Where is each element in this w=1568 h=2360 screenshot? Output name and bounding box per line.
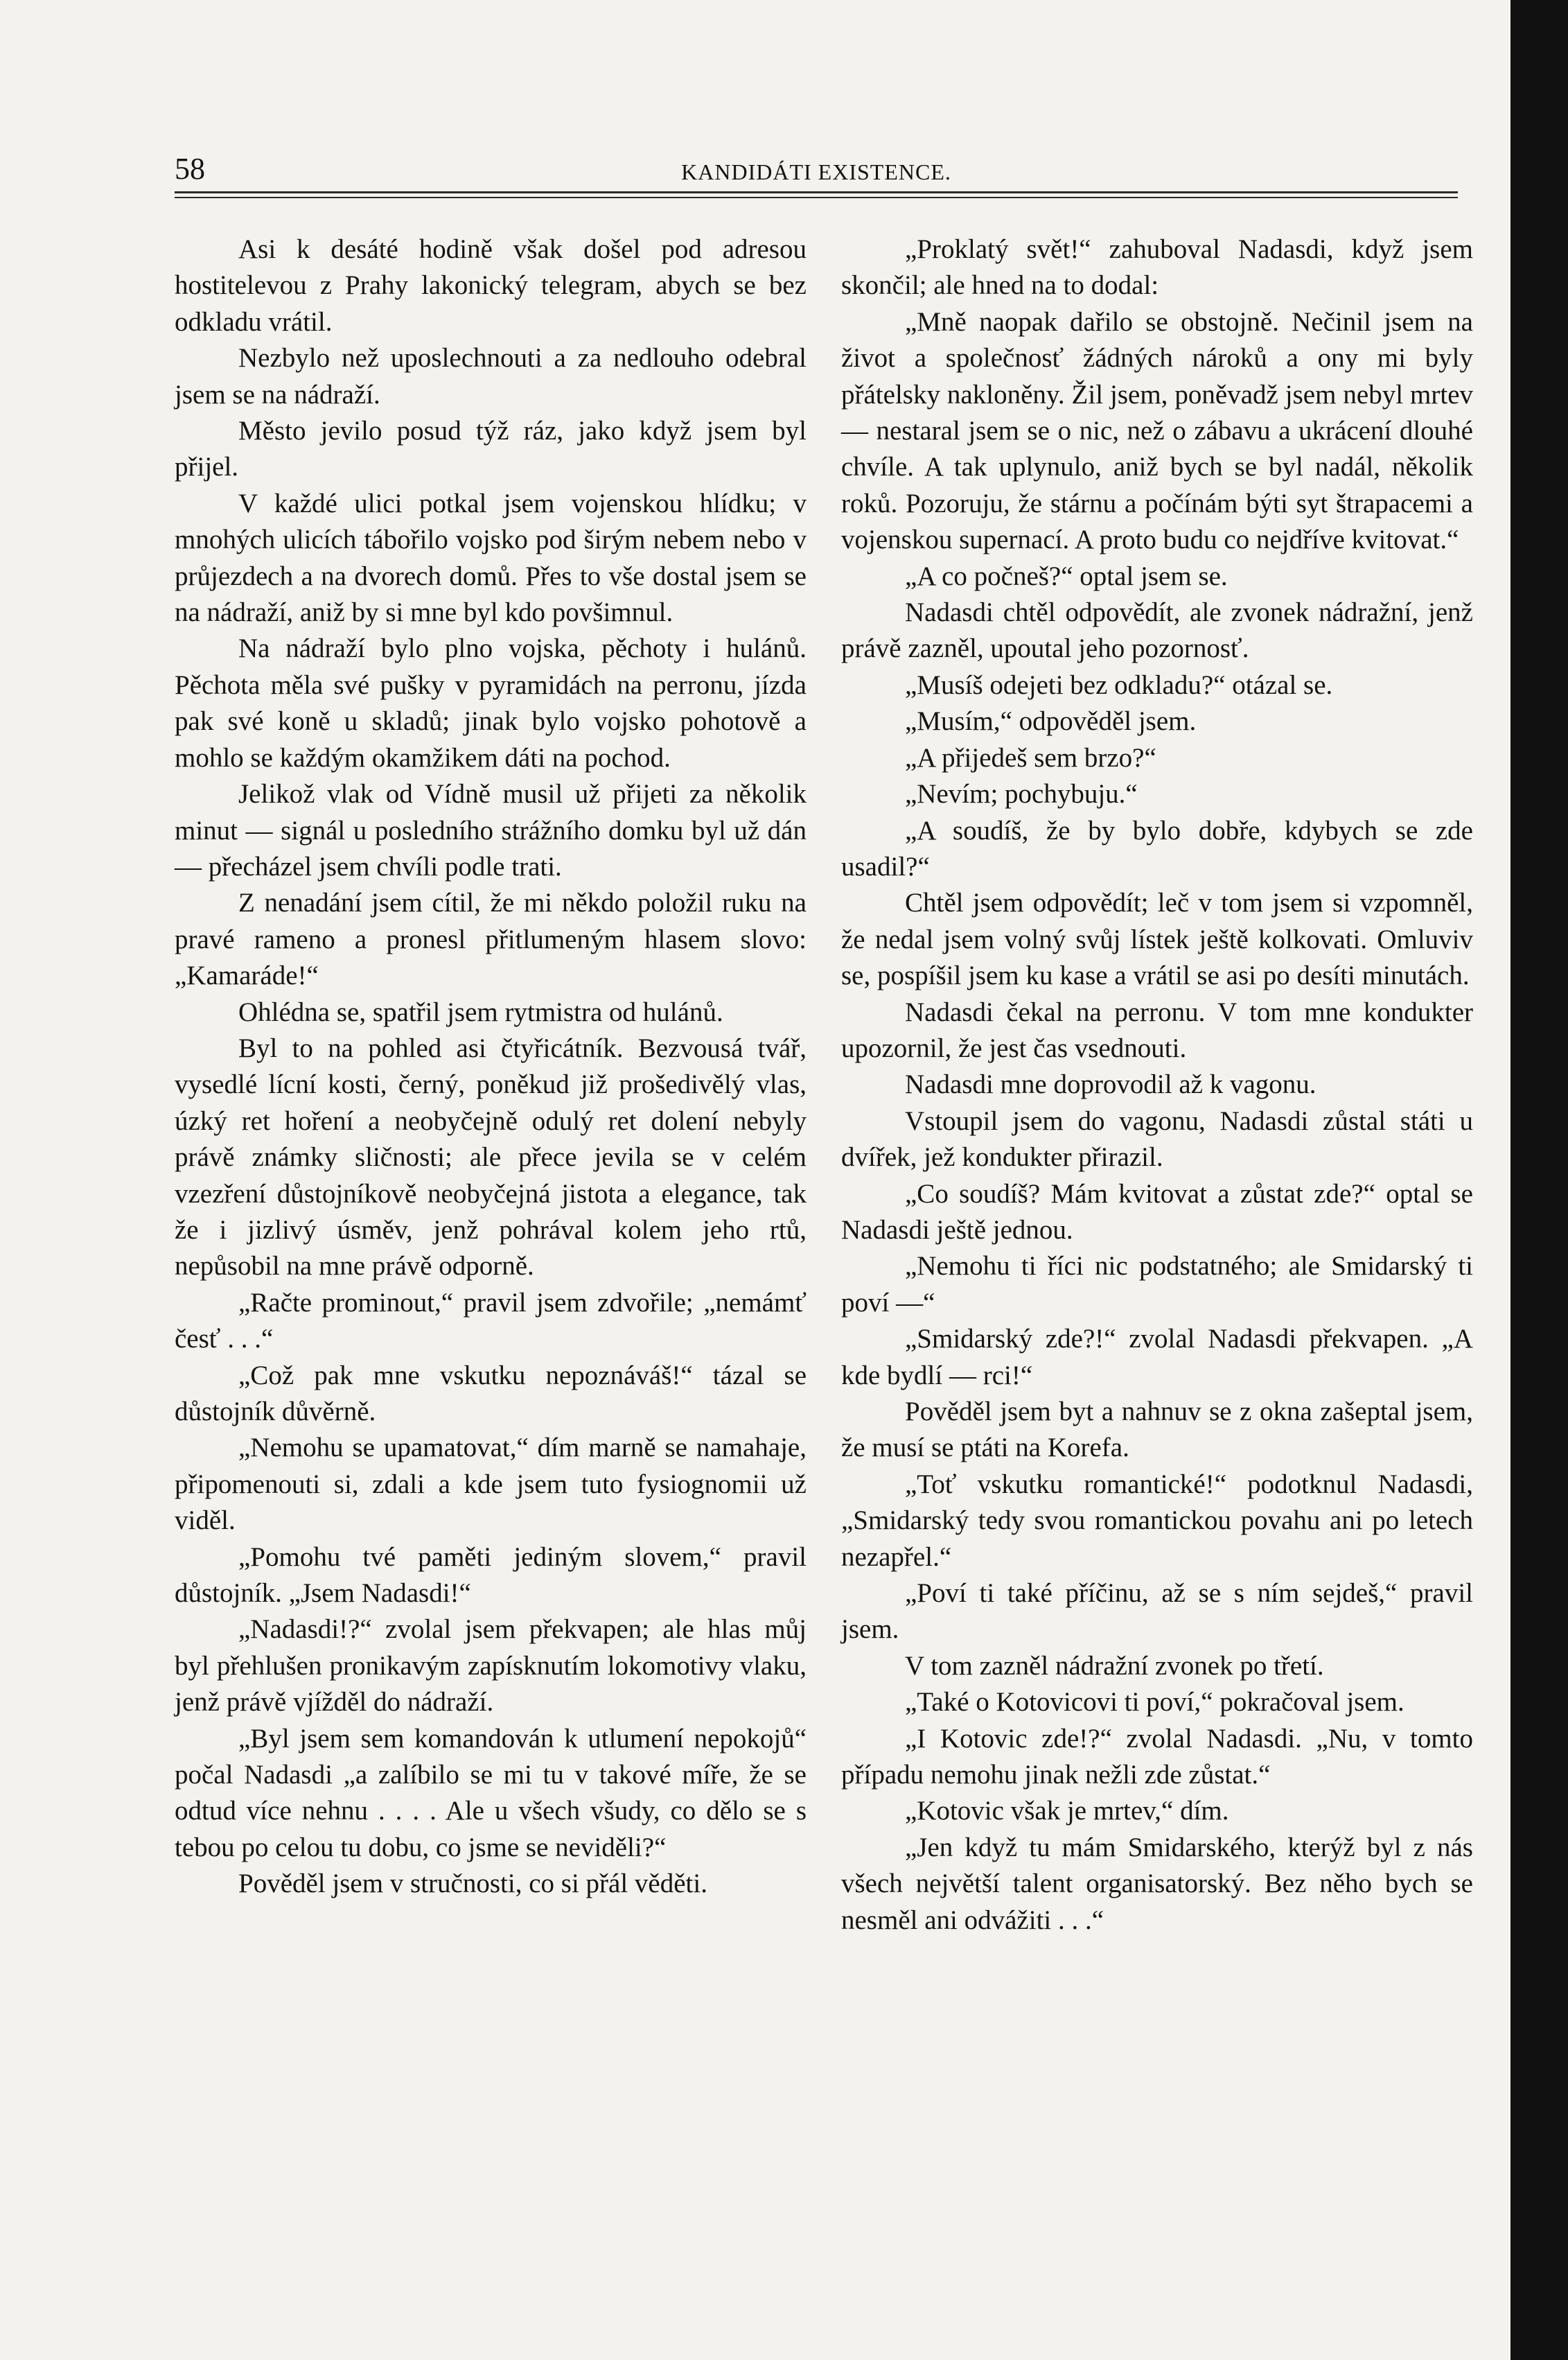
paragraph: Nadasdi čekal na perronu. V tom mne kondukter upozornil, že jest čas vsednouti. [841, 997, 1473, 1063]
right-text-column [841, 231, 1473, 1939]
paragraph: Pověděl jsem v stručnosti, co si přál věděti. [238, 1869, 707, 1899]
paragraph: Nadasdi chtěl odpovědít, ale zvonek nádražní, jenž právě zazněl, upoutal jeho pozornosť. [841, 597, 1473, 664]
paragraph: Nezbylo než uposlechnouti a za nedlouho odebral jsem se na nádraží. [175, 343, 807, 410]
paragraph: „Co soudíš? Mám kvitovat a zůstat zde?“ optal se Nadasdi ještě jednou. [841, 1178, 1473, 1245]
paragraph: „A co počneš?“ optal jsem se. [905, 561, 1228, 591]
header-rule-thin [175, 197, 1458, 198]
paragraph: „I Kotovic zde!?“ zvolal Nadasdi. „Nu, v tomto případu nemohu jinak nežli zde zůstat.“ [841, 1723, 1473, 1790]
paragraph: „Mně naopak dařilo se obstojně. Nečinil jsem na život a společnosť žádných nároků a ony mi byly přátelsky nakloněny. Žil jsem, poněvadž jsem nebyl mrtev — nestaral jsem se o nic, než o zábavu a ukrácení dlouhé chvíle. A tak uplynulo, aniž bych se byl nadál, několik roků. Pozoruju, že stárnu a počínám býti syt štrapacemi a vojenskou supernací. A proto budu co nejdříve kvitovat.“ [841, 306, 1473, 555]
paragraph: „Proklatý svět!“ zahuboval Nadasdi, když jsem skončil; ale hned na to dodal: [841, 234, 1473, 301]
paragraph: Pověděl jsem byt a nahnuv se z okna zašeptal jsem, že musí se ptáti na Korefa. [841, 1397, 1473, 1463]
paragraph: „Nemohu se upamatovat,“ dím marně se namahaje, připomenouti si, zdali a kde jsem tuto fysiognomii už viděl. [175, 1433, 807, 1536]
paragraph: „Musíš odejeti bez odkladu?“ otázal se. [905, 670, 1333, 700]
paragraph: „Nadasdi!?“ zvolal jsem překvapen; ale hlas můj byl přehlušen pronikavým zapísknutím lokomotivy vlaku, jenž právě vjížděl do nádraží. [175, 1614, 807, 1717]
paragraph: „Také o Kotovicovi ti poví,“ pokračoval jsem. [905, 1687, 1404, 1717]
paragraph: Chtěl jsem odpovědít; leč v tom jsem si vzpomněl, že nedal jsem volný svůj lístek ještě kolkovati. Omluviv se, pospíšil jsem ku kase a vrátil se asi po desíti minutách. [841, 888, 1473, 991]
paragraph: „Pomohu tvé paměti jediným slovem,“ pravil důstojník. „Jsem Nadasdi!“ [175, 1541, 807, 1609]
paragraph: V každé ulici potkal jsem vojenskou hlídku; v mnohých ulicích tábořilo vojsko pod širým nebem nebo v průjezdech a na dvorech domů. Přes to vše dostal jsem se na nádraží, aniž by si mne byl kdo povšimnul. [175, 488, 807, 628]
paragraph: Byl to na pohled asi čtyřicátník. Bezvousá tvář, vysedlé lícní kosti, černý, poněkud již prošedivělý vlas, úzký ret hoření a neobyčejně odulý ret dolení nebyly právě známky sličnosti; ale přece jevila se v celém vzezření důstojníkově neobyčejná jistota a elegance, tak že i jizlivý úsměv, jenž pohrával kolem jeho rtů, nepůsobil na mne právě odporně. [175, 1033, 807, 1282]
header-rule [175, 191, 1458, 193]
paragraph: „A přijedeš sem brzo?“ [905, 742, 1156, 773]
paragraph: „Račte prominout,“ pravil jsem zdvořile; „nemámť česť . . .“ [175, 1287, 807, 1354]
paragraph: „Poví ti také příčinu, až se s ním sejdeš,“ pravil jsem. [841, 1578, 1473, 1645]
paragraph: Na nádraží bylo plno vojska, pěchoty i hulánů. Pěchota měla své pušky v pyramidách na perronu, jízda pak své koně u skladů; jinak bylo vojsko pohotově a mohlo se každým okamžikem dáti na pochod. [175, 633, 807, 773]
paragraph: „Smidarský zde?!“ zvolal Nadasdi překvapen. „A kde bydlí — rci!“ [841, 1324, 1473, 1390]
paragraph: „A soudíš, že by bylo dobře, kdybych se zde usadil?“ [841, 815, 1473, 882]
paragraph: „Jen když tu mám Smidarského, kterýž byl z nás všech největší talent organisatorský. Bez něho bych se nesměl ani odvážiti . . .“ [841, 1832, 1473, 1935]
paragraph: Vstoupil jsem do vagonu, Nadasdi zůstal státi u dvířek, jež kondukter přirazil. [841, 1105, 1473, 1173]
scan-border [1510, 0, 1568, 2360]
paragraph: Z nenadání jsem cítil, že mi někdo položil ruku na pravé rameno a pronesl přitlumeným hlasem slovo: „Kamaráde!“ [175, 888, 807, 991]
paragraph: „Kotovic však je mrtev,“ dím. [905, 1796, 1229, 1826]
left-text-column [175, 231, 807, 1903]
page-header [175, 154, 1458, 195]
page-number: 58 [175, 152, 205, 186]
paragraph: „Musím,“ odpověděl jsem. [905, 706, 1197, 737]
paragraph: Asi k desáté hodině však došel pod adresou hostitelevou z Prahy lakonický telegram, abych se bez odkladu vrátil. [175, 234, 807, 337]
paragraph: „Nemohu ti říci nic podstatného; ale Smidarský ti poví —“ [841, 1251, 1473, 1318]
paragraph: V tom zazněl nádražní zvonek po třetí. [905, 1650, 1324, 1681]
paragraph: „Což pak mne vskutku nepoznáváš!“ tázal se důstojník důvěrně. [175, 1360, 807, 1426]
paragraph: „Nevím; pochybuju.“ [905, 779, 1138, 810]
paragraph: „Byl jsem sem komandován k utlumení nepokojů“ počal Nadasdi „a zalíbilo se mi tu v takové míře, že se odtud více nehnu . . . . Ale u všech všudy, co dělo se s tebou po celou tu dobu, co jsme se neviděli?“ [175, 1723, 807, 1862]
paragraph: Ohlédna se, spatřil jsem rytmistra od hulánů. [238, 997, 723, 1027]
paragraph: Nadasdi mne doprovodil až k vagonu. [905, 1069, 1316, 1100]
paragraph: Jelikož vlak od Vídně musil už přijeti za několik minut — signál u posledního strážního domku byl už dán — přecházel jsem chvíli podle trati. [175, 779, 807, 882]
running-title: KANDIDÁTI EXISTENCE. [681, 159, 951, 184]
paragraph: „Toť vskutku romantické!“ podotknul Nadasdi, „Smidarský tedy svou romantickou povahu ani po letech nezapřel.“ [841, 1469, 1473, 1572]
paragraph: Město jevilo posud týž ráz, jako když jsem byl přijel. [175, 416, 807, 482]
